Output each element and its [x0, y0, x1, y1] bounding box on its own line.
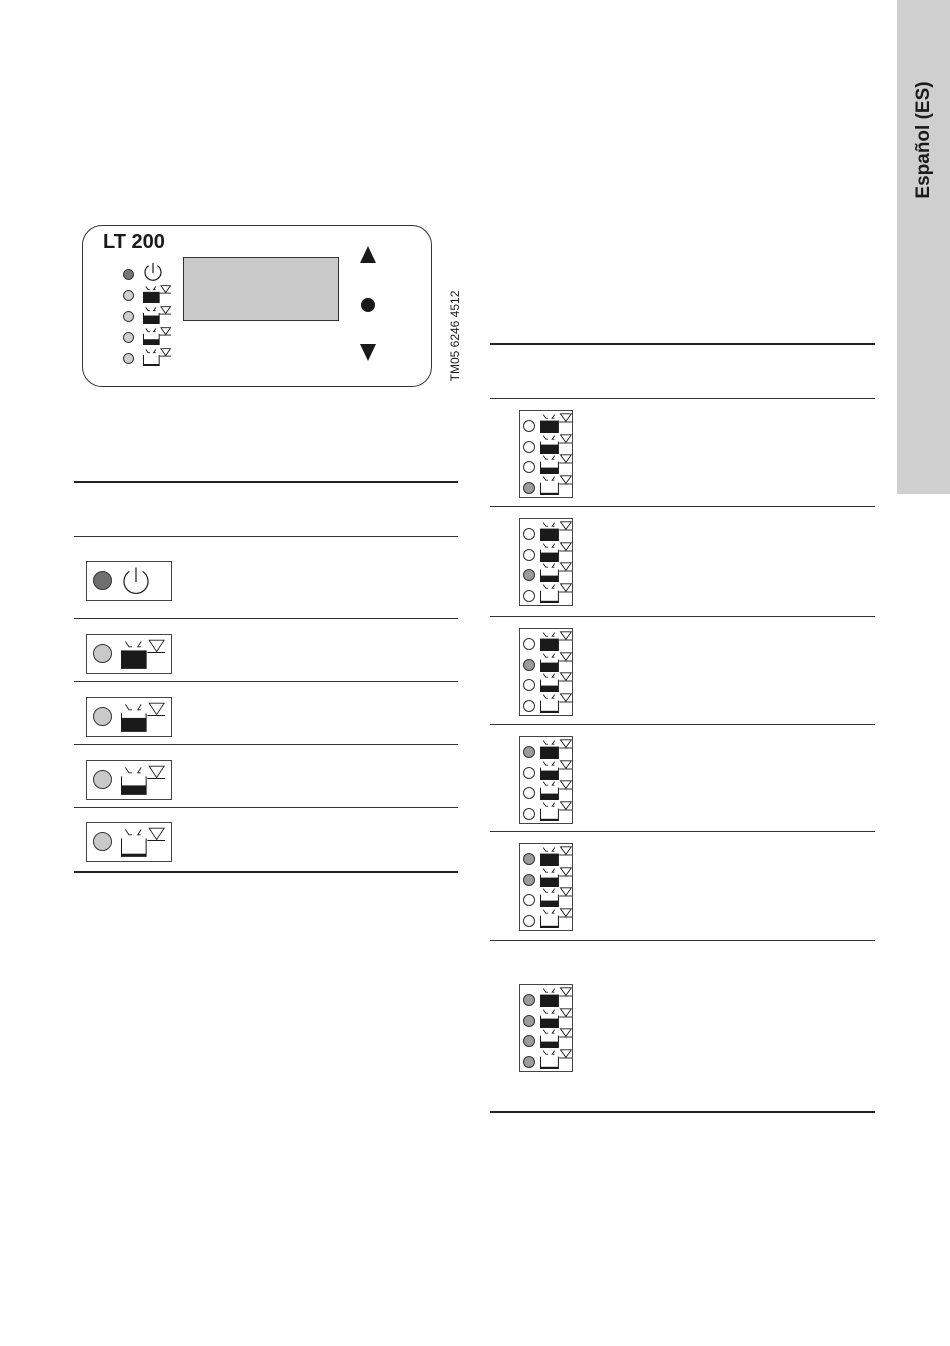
table-rule	[74, 807, 458, 808]
tank-level-icon	[143, 306, 171, 329]
indicator-led	[523, 569, 535, 581]
indicator-led	[523, 1015, 535, 1027]
tank-level-icon	[121, 765, 165, 800]
tank-level-icon	[143, 348, 171, 371]
tank-level-icon	[540, 908, 572, 933]
panel-led	[123, 269, 134, 280]
table-rule	[490, 616, 875, 617]
table-rule	[74, 871, 458, 873]
tank-level-icon	[143, 285, 171, 308]
language-side-tab	[897, 0, 950, 494]
power-icon	[143, 262, 163, 287]
ok-dot-icon	[361, 298, 375, 312]
panel-led	[123, 311, 134, 322]
arrow-up-icon	[360, 246, 376, 263]
figure-code: TM05 6246 4512	[448, 290, 462, 382]
indicator-led	[93, 644, 112, 663]
tank-level-icon	[540, 475, 572, 500]
indication-row-icon-box	[519, 628, 573, 716]
indicator-led	[523, 853, 535, 865]
power-icon	[121, 566, 151, 601]
indicator-led	[523, 787, 535, 799]
table-rule	[490, 724, 875, 725]
indicator-led	[523, 1056, 535, 1068]
indicator-led	[523, 746, 535, 758]
tank-level-icon	[121, 827, 165, 862]
tank-level-icon	[121, 702, 165, 737]
indicator-led	[523, 482, 535, 494]
indicator-led	[523, 994, 535, 1006]
indicator-led	[523, 461, 535, 473]
indication-row-icon-box	[519, 518, 573, 606]
symbol-row-icon-box	[86, 561, 172, 601]
symbol-row-icon-box	[86, 822, 172, 862]
indicator-led	[93, 832, 112, 851]
indicator-led	[93, 571, 112, 590]
indicator-led	[523, 679, 535, 691]
tank-level-icon	[540, 801, 572, 826]
table-rule	[74, 681, 458, 682]
table-rule	[74, 618, 458, 619]
symbol-row-icon-box	[86, 697, 172, 737]
panel-led	[123, 290, 134, 301]
symbol-row-icon-box	[86, 760, 172, 800]
indicator-led	[93, 707, 112, 726]
tank-level-icon	[540, 583, 572, 608]
indicator-led	[523, 590, 535, 602]
table-rule	[74, 744, 458, 745]
indicator-led	[523, 638, 535, 650]
indicator-led	[523, 420, 535, 432]
language-label: Español (ES)	[912, 81, 934, 199]
tank-level-icon	[143, 327, 171, 350]
panel-model-title: LT 200	[103, 231, 165, 253]
indicator-led	[523, 528, 535, 540]
table-rule	[490, 831, 875, 832]
display-screen	[183, 257, 339, 321]
panel-led	[123, 353, 134, 364]
indicator-led	[523, 874, 535, 886]
tank-level-icon	[121, 639, 165, 674]
indicator-led	[523, 915, 535, 927]
indicator-led	[523, 549, 535, 561]
indicator-led	[523, 894, 535, 906]
table-rule	[490, 940, 875, 941]
symbol-row-icon-box	[86, 634, 172, 674]
table-rule	[490, 1111, 875, 1113]
table-rule	[490, 506, 875, 507]
indicator-led	[523, 808, 535, 820]
table-rule	[490, 343, 875, 345]
control-panel-figure	[82, 225, 432, 387]
indicator-led	[93, 770, 112, 789]
table-rule	[74, 481, 458, 483]
arrow-down-icon	[360, 344, 376, 361]
tank-level-icon	[540, 693, 572, 718]
indicator-led	[523, 767, 535, 779]
table-rule	[490, 398, 875, 399]
tank-level-icon	[540, 1049, 572, 1074]
table-rule	[74, 536, 458, 537]
indication-row-icon-box	[519, 984, 573, 1072]
indication-row-icon-box	[519, 843, 573, 931]
indicator-led	[523, 700, 535, 712]
indication-row-icon-box	[519, 736, 573, 824]
indicator-led	[523, 441, 535, 453]
indicator-led	[523, 659, 535, 671]
indication-row-icon-box	[519, 410, 573, 498]
indicator-led	[523, 1035, 535, 1047]
panel-led	[123, 332, 134, 343]
